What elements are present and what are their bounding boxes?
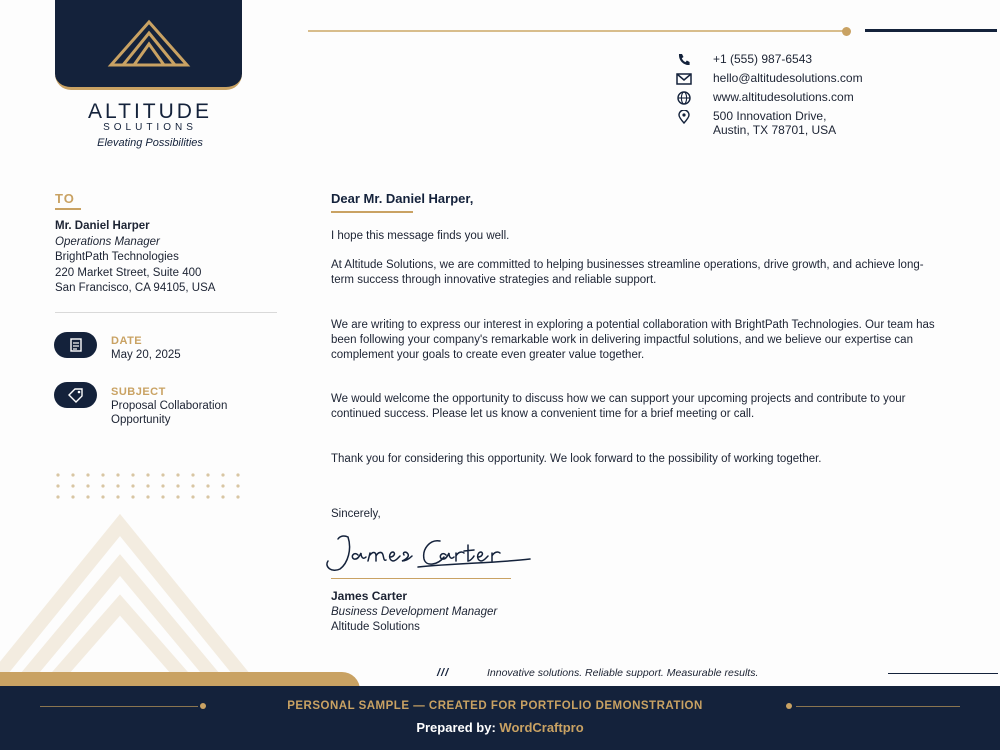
prepared-label: Prepared by: bbox=[416, 720, 500, 735]
top-navy-line bbox=[865, 29, 997, 32]
paragraph-3: We are writing to express our interest in exploring a potential collaboration with BrightPath Technologies. Our team has been following your company's remarkable work in delivering impactful solutions, and we believe our expertise can complement your goals to create even greater value together. bbox=[331, 319, 935, 361]
top-gold-dot bbox=[842, 27, 851, 36]
address-line-2: Austin, TX 78701, USA bbox=[713, 123, 837, 137]
subject-line-1: Proposal Collaboration bbox=[111, 400, 228, 412]
phone-text: +1 (555) 987-6543 bbox=[713, 52, 813, 66]
triangle-watermark-decoration bbox=[0, 510, 330, 690]
paragraph-5: Thank you for considering this opportunity. We look forward to the possibility of working together. bbox=[331, 453, 822, 465]
footer-prepared-by bbox=[0, 720, 1000, 735]
recipient-street: 220 Market Street, Suite 400 bbox=[55, 266, 202, 279]
date-label: DATE bbox=[111, 335, 143, 347]
footer-dot-left bbox=[200, 703, 206, 709]
prepared-brand: WordCraftpro bbox=[499, 720, 584, 735]
recipient-block bbox=[55, 219, 215, 297]
salutation-underline bbox=[331, 211, 413, 213]
paragraph-4: We would welcome the opportunity to discuss how we can support your upcoming projects and contribute to your continued success. Please let us know a convenient time for a brief meeting or call. bbox=[331, 393, 906, 420]
company-name: ALTITUDE bbox=[88, 100, 212, 123]
footer-bar bbox=[0, 686, 1000, 750]
closing: Sincerely, bbox=[331, 508, 381, 520]
salutation: Dear Mr. Daniel Harper, bbox=[331, 191, 474, 206]
website-text: www.altitudesolutions.com bbox=[713, 90, 854, 104]
to-underline bbox=[55, 208, 81, 210]
date-icon-badge bbox=[54, 332, 97, 358]
handwritten-signature bbox=[318, 527, 548, 577]
email-text: hello@altitudesolutions.com bbox=[713, 71, 863, 85]
contact-email bbox=[676, 71, 976, 90]
company-subname: SOLUTIONS bbox=[103, 122, 197, 133]
subject-label: SUBJECT bbox=[111, 386, 166, 398]
recipient-name: Mr. Daniel Harper bbox=[55, 220, 150, 232]
signer-title: Business Development Manager bbox=[331, 605, 498, 618]
signer-name: James Carter bbox=[331, 589, 408, 603]
signer-company: Altitude Solutions bbox=[331, 621, 420, 633]
tag-icon bbox=[67, 387, 85, 403]
signer-block bbox=[331, 589, 497, 636]
contact-website bbox=[676, 90, 976, 109]
to-label: TO bbox=[55, 191, 75, 206]
company-tagline: Elevating Possibilities bbox=[97, 137, 203, 149]
paragraph-2: At Altitude Solutions, we are committed to helping businesses streamline operations, drive growth, and achieve long-term success through innovative strategies and reliable support. bbox=[331, 259, 924, 286]
logo-badge bbox=[55, 0, 242, 90]
date-value: May 20, 2025 bbox=[111, 349, 181, 361]
dot-grid-decoration bbox=[55, 472, 245, 500]
top-gold-line bbox=[308, 30, 846, 32]
globe-icon bbox=[676, 91, 700, 105]
document-icon bbox=[68, 337, 84, 353]
envelope-icon bbox=[676, 72, 700, 86]
tagline-slashes: /// bbox=[437, 667, 450, 679]
contact-block bbox=[676, 52, 976, 137]
footer-sample-text: PERSONAL SAMPLE — CREATED FOR PORTFOLIO DEMONSTRATION bbox=[287, 700, 703, 712]
subject-line-2: Opportunity bbox=[111, 414, 171, 426]
footer-line-right bbox=[796, 706, 960, 707]
recipient-company: BrightPath Technologies bbox=[55, 251, 179, 263]
subject-icon-badge bbox=[54, 382, 97, 408]
address-line-1: 500 Innovation Drive, bbox=[713, 109, 827, 123]
contact-phone bbox=[676, 52, 976, 71]
subject-value bbox=[111, 399, 227, 427]
mountain-logo-icon bbox=[107, 19, 191, 69]
tagline-text: Innovative solutions. Reliable support. Measurable results. bbox=[487, 667, 759, 679]
recipient-city: San Francisco, CA 94105, USA bbox=[55, 282, 216, 294]
signature-line bbox=[331, 578, 511, 579]
footer-line-left bbox=[40, 706, 198, 707]
tagline-rule bbox=[888, 673, 998, 674]
phone-icon bbox=[676, 53, 700, 67]
paragraph-1: I hope this message finds you well. bbox=[331, 230, 510, 242]
footer-dot-right bbox=[786, 703, 792, 709]
location-pin-icon bbox=[676, 110, 700, 124]
recipient-divider bbox=[55, 312, 277, 313]
contact-address bbox=[676, 109, 976, 137]
recipient-title: Operations Manager bbox=[55, 235, 160, 248]
